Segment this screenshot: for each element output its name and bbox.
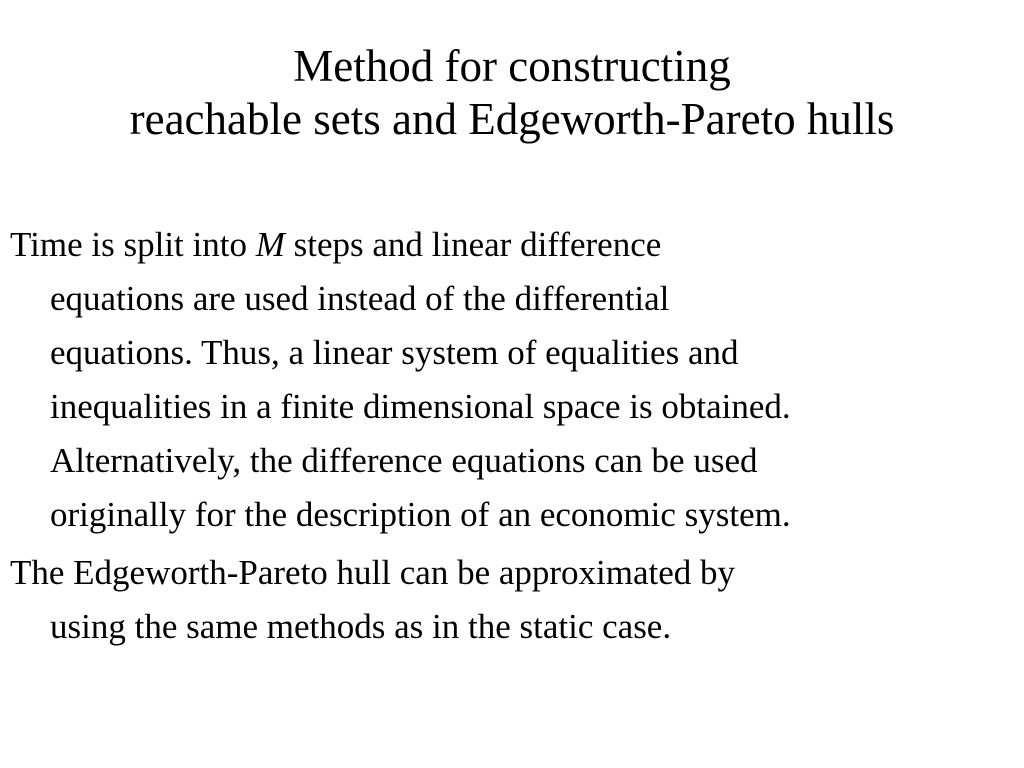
paragraph-time-split (10, 218, 1020, 542)
paragraph-line: The Edgeworth-Pareto hull can be approximated by (10, 553, 736, 592)
slide-title (0, 40, 1024, 146)
paragraph-edgeworth-pareto (10, 546, 1020, 654)
paragraph-line: equations are used instead of the differential (50, 279, 670, 318)
paragraph-line: inequalities in a finite dimensional space is obtained. (50, 387, 791, 426)
title-line-2: reachable sets and Edgeworth-Pareto hulls (129, 94, 895, 144)
paragraph-line: equations. Thus, a linear system of equalities and (50, 333, 739, 372)
text-run: Time is split into (10, 225, 256, 264)
paragraph-line: using the same methods as in the static case. (50, 607, 672, 646)
title-line-1: Method for constructing (293, 41, 731, 91)
paragraph-line: originally for the description of an economic system. (50, 495, 791, 534)
text-run: steps and linear difference (284, 225, 662, 264)
variable-m: M (255, 225, 285, 264)
paragraph-line (10, 218, 1020, 272)
paragraph-line: Alternatively, the difference equations can be used (50, 441, 758, 480)
slide-body (10, 218, 1020, 654)
